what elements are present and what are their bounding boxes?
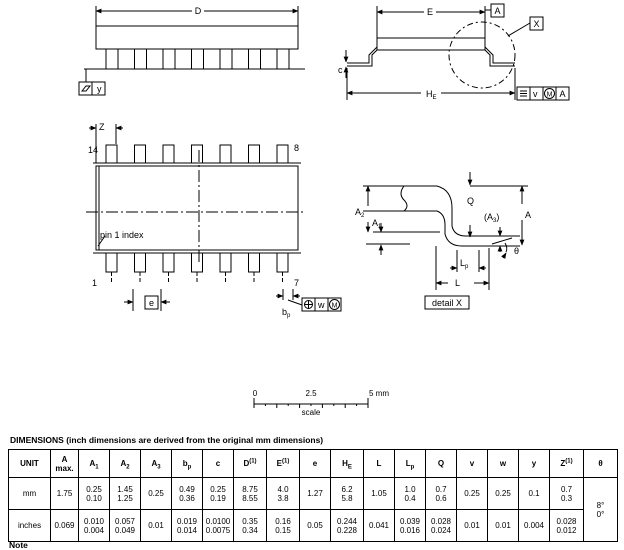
label-a2: $A_2$ xyxy=(355,207,365,219)
label-c: c xyxy=(338,65,343,75)
top-lead-upper xyxy=(163,145,174,163)
top-lead-upper xyxy=(135,145,146,163)
dimensions-table xyxy=(8,449,618,542)
side-lead xyxy=(163,49,175,69)
label-w: w xyxy=(318,300,325,310)
top-lead-lower xyxy=(220,253,231,272)
header-cell: c xyxy=(203,450,234,478)
label-x-detail-ref: X xyxy=(533,19,540,29)
value-cell: 6.2 5.8 xyxy=(331,478,364,510)
side-lead xyxy=(220,49,232,69)
note-label: Note xyxy=(9,540,28,550)
label-m-end: M xyxy=(546,91,553,99)
scale-tick-mid: 2.5 xyxy=(305,389,317,398)
value-cell: 0.25 0.19 xyxy=(203,478,234,510)
label-z: Z xyxy=(99,122,105,132)
top-lead-upper xyxy=(106,145,117,163)
value-cell: 0.244 0.228 xyxy=(331,510,364,542)
value-cell: 0.49 0.36 xyxy=(172,478,203,510)
label-y: y xyxy=(97,84,102,94)
value-cell: 0.05 xyxy=(300,510,331,542)
side-lead xyxy=(106,49,118,69)
header-cell: UNIT xyxy=(9,450,51,478)
header-cell: θ xyxy=(584,450,618,478)
value-cell: 0.25 0.10 xyxy=(79,478,110,510)
dimensions-title: DIMENSIONS (inch dimensions are derived from the original mm dimensions) xyxy=(10,435,324,445)
side-lead xyxy=(192,49,204,69)
pin-1-label: 1 xyxy=(92,278,98,288)
scale-label: scale xyxy=(301,408,321,417)
value-cell: 1.05 xyxy=(364,478,395,510)
header-cell: $A_3$ xyxy=(141,450,172,478)
top-lead-lower xyxy=(106,253,117,272)
label-e-pitch: e xyxy=(148,298,155,308)
theta-cell: 8° 0° xyxy=(584,478,618,542)
value-cell: 0.041 xyxy=(364,510,395,542)
value-cell: 0.01 xyxy=(488,510,519,542)
label-detail-x: detail X xyxy=(431,298,463,308)
label-theta: θ xyxy=(514,246,520,256)
value-cell: 1.27 xyxy=(300,478,331,510)
label-v: v xyxy=(533,89,538,99)
label-a1: $A_1$ xyxy=(372,218,382,230)
value-cell: 0.25 xyxy=(488,478,519,510)
header-cell: $b_p$ xyxy=(172,450,203,478)
value-cell: 0.25 xyxy=(457,478,488,510)
label-l: L xyxy=(455,278,461,288)
label-m-top: M xyxy=(331,302,338,310)
side-lead xyxy=(135,49,147,69)
header-cell: $E^{(1)}$ xyxy=(267,450,300,478)
detail-x xyxy=(363,172,528,309)
header-cell: $L_p$ xyxy=(395,450,426,478)
value-cell: 0.069 xyxy=(51,510,79,542)
label-a-total: A xyxy=(525,210,532,220)
scale-tick-0: 0 xyxy=(252,389,258,398)
header-cell: Q xyxy=(426,450,457,478)
value-cell: 1.45 1.25 xyxy=(110,478,141,510)
label-he: $H_E$ xyxy=(426,89,437,101)
label-a-datum: A xyxy=(494,6,501,16)
side-lead xyxy=(277,49,289,69)
top-lead-lower xyxy=(277,253,288,272)
label-a-ref: A xyxy=(559,89,566,99)
unit-cell: mm xyxy=(9,478,51,510)
header-cell: $D^{(1)}$ xyxy=(234,450,267,478)
top-lead-upper xyxy=(192,145,203,163)
value-cell: 0.01 xyxy=(457,510,488,542)
top-lead-lower xyxy=(249,253,260,272)
top-lead-upper xyxy=(277,145,288,163)
value-cell: 0.010 0.004 xyxy=(79,510,110,542)
header-cell: $A_1$ xyxy=(79,450,110,478)
side-lead xyxy=(249,49,261,69)
table-header-row xyxy=(9,450,618,478)
pin-14-label: 14 xyxy=(88,145,99,155)
header-cell: $Z^{(1)}$ xyxy=(550,450,584,478)
value-cell: 4.0 3.8 xyxy=(267,478,300,510)
header-cell: e xyxy=(300,450,331,478)
value-cell: 0.01 xyxy=(141,510,172,542)
header-cell: $H_E$ xyxy=(331,450,364,478)
value-cell: 0.057 0.049 xyxy=(110,510,141,542)
value-cell: 0.039 0.016 xyxy=(395,510,426,542)
label-a3: $(A_3)$ xyxy=(484,212,500,224)
value-cell: 0.7 0.6 xyxy=(426,478,457,510)
unit-cell: inches xyxy=(9,510,51,542)
value-cell: 0.019 0.014 xyxy=(172,510,203,542)
label-lp: $L_p$ xyxy=(460,258,469,270)
value-cell: 0.7 0.3 xyxy=(550,478,584,510)
value-cell: 0.004 xyxy=(519,510,550,542)
value-cell: 8.75 8.55 xyxy=(234,478,267,510)
top-view xyxy=(86,124,341,311)
scale-bar xyxy=(254,398,368,408)
value-cell: 0.1 xyxy=(519,478,550,510)
pin-8-label: 8 xyxy=(294,143,300,153)
pin-7-label: 7 xyxy=(294,278,300,288)
label-d: D xyxy=(194,6,202,16)
value-cell: 0.16 0.15 xyxy=(267,510,300,542)
value-cell: 1.0 0.4 xyxy=(395,478,426,510)
value-cell: 0.25 xyxy=(141,478,172,510)
label-bp: $b_p$ xyxy=(282,307,291,319)
header-cell: y xyxy=(519,450,550,478)
table-row xyxy=(9,478,618,510)
header-cell: v xyxy=(457,450,488,478)
value-cell: 0.028 0.012 xyxy=(550,510,584,542)
label-q: Q xyxy=(467,196,475,206)
scale-tick-end: 5 mm xyxy=(369,389,389,398)
side-view xyxy=(79,6,305,95)
header-cell: A max. xyxy=(51,450,79,478)
header-cell: L xyxy=(364,450,395,478)
value-cell: 0.0100 0.0075 xyxy=(203,510,234,542)
top-lead-lower xyxy=(135,253,146,272)
top-lead-lower xyxy=(192,253,203,272)
header-cell: $A_2$ xyxy=(110,450,141,478)
pin-1-index-label: pin 1 index xyxy=(100,230,144,240)
top-lead-lower xyxy=(163,253,174,272)
top-lead-upper xyxy=(249,145,260,163)
label-e: E xyxy=(426,7,434,17)
value-cell: 0.35 0.34 xyxy=(234,510,267,542)
header-cell: w xyxy=(488,450,519,478)
value-cell: 1.75 xyxy=(51,478,79,510)
top-lead-upper xyxy=(220,145,231,163)
value-cell: 0.028 0.024 xyxy=(426,510,457,542)
table-row xyxy=(9,510,618,542)
